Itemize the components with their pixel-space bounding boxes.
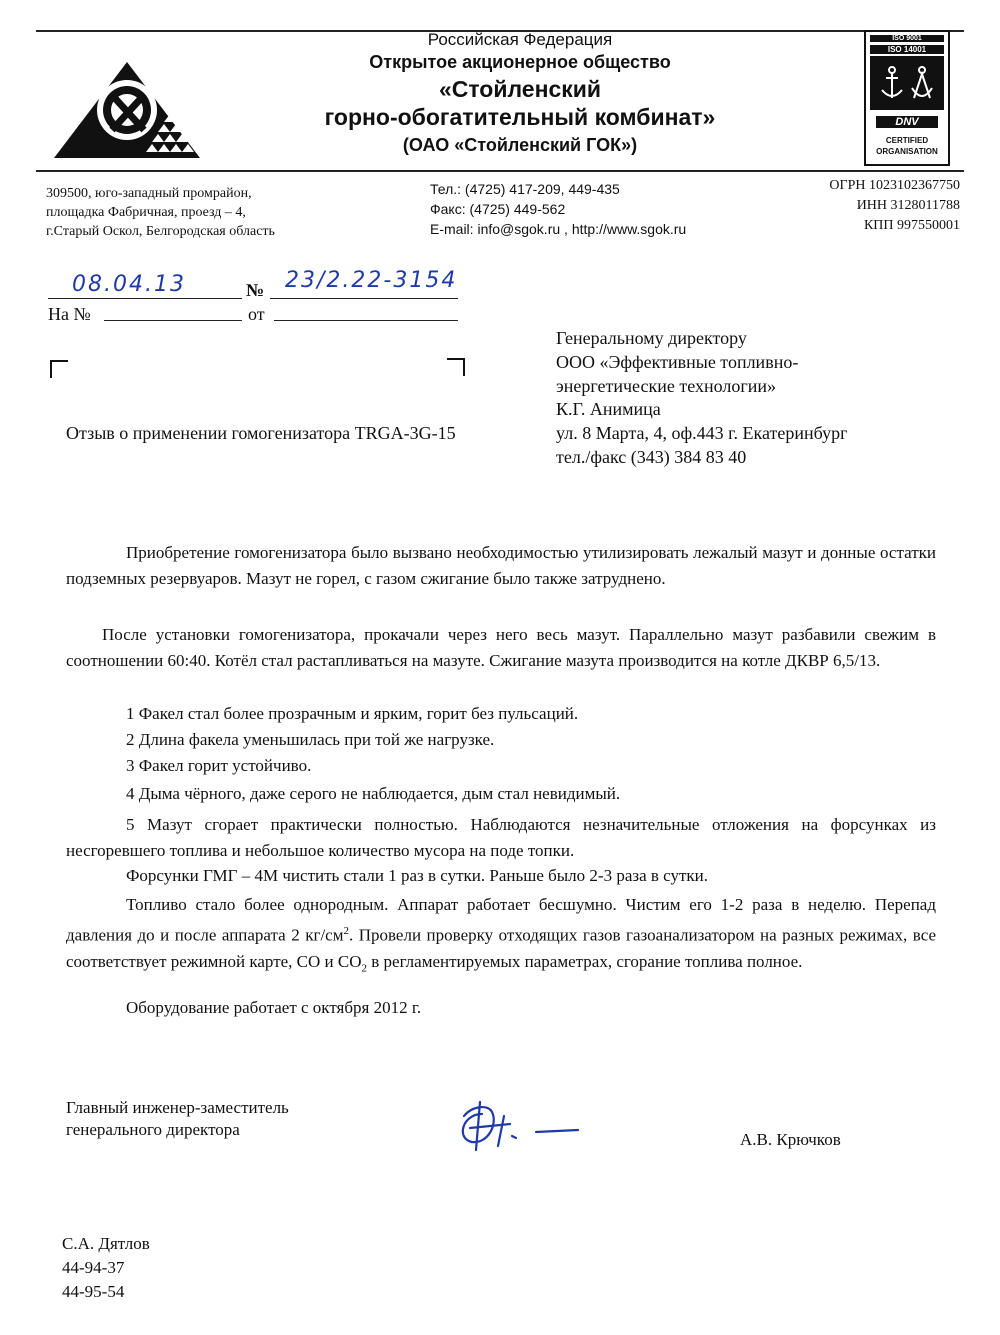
header-company-name-1: «Стойленский bbox=[438, 76, 602, 102]
p4-subscript: 2 bbox=[361, 962, 367, 975]
registry-inn: ИНН 3128011788 bbox=[856, 198, 960, 213]
handwritten-signature bbox=[452, 1094, 582, 1154]
cert-dnv: DNV bbox=[876, 116, 938, 128]
letter-subject: Отзыв о применении гомогенизатора TRGA-3G-15 bbox=[66, 423, 456, 443]
header-bottom-rule bbox=[36, 170, 964, 172]
registry-ogrn: ОГРН 1023102367750 bbox=[829, 178, 960, 193]
address-line-1: 309500, юго-западный промрайон, bbox=[46, 186, 252, 201]
company-logo bbox=[52, 60, 202, 160]
body-paragraph-5: Оборудование работает с октября 2012 г. bbox=[126, 998, 422, 1017]
executor-name: С.А. Дятлов bbox=[62, 1234, 150, 1253]
contact-email-label: E-mail: bbox=[430, 221, 478, 237]
recipient-line-3: энергетические технологии» bbox=[556, 376, 776, 396]
contact-email-line bbox=[430, 220, 686, 239]
contact-phone: Тел.: (4725) 417-209, 449-435 bbox=[430, 181, 620, 197]
incoming-date-line bbox=[274, 320, 458, 321]
observation-item-5: 5 Мазут сгорает практически полностью. Наблюдаются незначительные отложения на форсунках из несгоревшего топлива и небольшое количество мусора на поде топки. bbox=[66, 815, 936, 860]
observation-item-3: 3 Факел горит устойчиво. bbox=[126, 756, 312, 775]
header-company-type: Открытое акционерное общество bbox=[369, 52, 671, 72]
incoming-number-label: На № bbox=[48, 304, 91, 324]
address-line-2: площадка Фабричная, проезд – 4, bbox=[46, 205, 246, 220]
cert-organisation: ORGANISATION bbox=[876, 147, 938, 156]
address-line-3: г.Старый Оскол, Белгородская область bbox=[46, 224, 275, 239]
cert-iso-14001: ISO 14001 bbox=[870, 45, 944, 54]
observation-item-2: 2 Длина факела уменьшилась при той же нагрузке. bbox=[126, 730, 495, 749]
recipient-line-4: К.Г. Анимица bbox=[556, 399, 661, 419]
ref-date-underline bbox=[48, 298, 242, 299]
p4-text-a: Топливо стало более однородным. Аппарат работает бесшумно. Чистим его 1-2 раза в неделю. Перепад давления до и после аппарата 2 кг/см bbox=[66, 895, 936, 945]
p4-superscript: 2 bbox=[343, 925, 349, 937]
header-company-short: (ОАО «Стойленский ГОК») bbox=[402, 135, 638, 155]
signatory-title-1: Главный инженер-заместитель bbox=[66, 1098, 289, 1117]
body-paragraph-3: Форсунки ГМГ – 4М чистить стали 1 раз в сутки. Раньше было 2-3 раза в сутки. bbox=[126, 866, 709, 885]
header-company-name-2: горно-обогатительный комбинат» bbox=[324, 104, 716, 130]
recipient-line-2: ООО «Эффективные топливно- bbox=[556, 352, 799, 372]
observation-item-1: 1 Факел стал более прозрачным и ярким, горит без пульсаций. bbox=[126, 704, 579, 723]
corner-bracket-right bbox=[447, 358, 465, 376]
ref-date: 08.04.13 bbox=[72, 272, 186, 297]
body-paragraph-2: После установки гомогенизатора, прокачали через него весь мазут. Параллельно мазут разбавили свежим в соотношении 60:40. Котёл стал растапливаться на мазуте. Сжигание мазута производится на котле ДКВР 6,5/13. bbox=[66, 625, 936, 670]
ref-number: 23/2.22-3154 bbox=[285, 268, 458, 293]
p4-text-c: в регламентируемых параметрах, сгорание топлива полное. bbox=[367, 951, 803, 971]
cert-iso-9001: ISO 9001 bbox=[870, 35, 944, 42]
executor-phone-1: 44-94-37 bbox=[62, 1258, 125, 1277]
body-paragraph-4 bbox=[66, 892, 936, 981]
cert-certified: CERTIFIED bbox=[885, 136, 929, 145]
signatory-name: А.В. Крючков bbox=[740, 1130, 841, 1149]
certification-badge bbox=[864, 30, 950, 166]
recipient-line-6: тел./факс (343) 384 83 40 bbox=[556, 447, 747, 467]
ref-number-label: № bbox=[246, 280, 265, 300]
recipient-line-1: Генеральному директору bbox=[556, 328, 747, 348]
contact-fax: Факс: (4725) 449-562 bbox=[430, 201, 566, 217]
incoming-number-line bbox=[104, 320, 242, 321]
executor-phone-2: 44-95-54 bbox=[62, 1282, 125, 1301]
contact-web[interactable]: , http://www.sgok.ru bbox=[560, 221, 687, 237]
registry-kpp: КПП 997550001 bbox=[863, 218, 960, 233]
incoming-date-label: от bbox=[248, 304, 265, 324]
p4-text-b: . Провели проверку отходящих газов газоанализатором на разных режимах, все соответствует режимной карте, СО и СО bbox=[66, 925, 936, 971]
corner-bracket-left bbox=[50, 360, 68, 378]
body-paragraph-1: Приобретение гомогенизатора было вызвано необходимостью утилизировать лежалый мазут и донные остатки подземных резервуаров. Мазут не горел, с газом сжигание было также затруднено. bbox=[66, 543, 936, 588]
header-country: Российская Федерация bbox=[427, 30, 613, 49]
contact-email-link[interactable]: info@sgok.ru bbox=[477, 221, 561, 237]
anchor-seal-icon bbox=[870, 56, 944, 110]
ref-number-underline bbox=[270, 298, 458, 299]
recipient-line-5: ул. 8 Марта, 4, оф.443 г. Екатеринбург bbox=[556, 423, 848, 443]
observation-item-4: 4 Дыма чёрного, даже серого не наблюдается, дым стал невидимый. bbox=[126, 784, 621, 803]
signatory-title-2: генерального директора bbox=[66, 1120, 240, 1139]
